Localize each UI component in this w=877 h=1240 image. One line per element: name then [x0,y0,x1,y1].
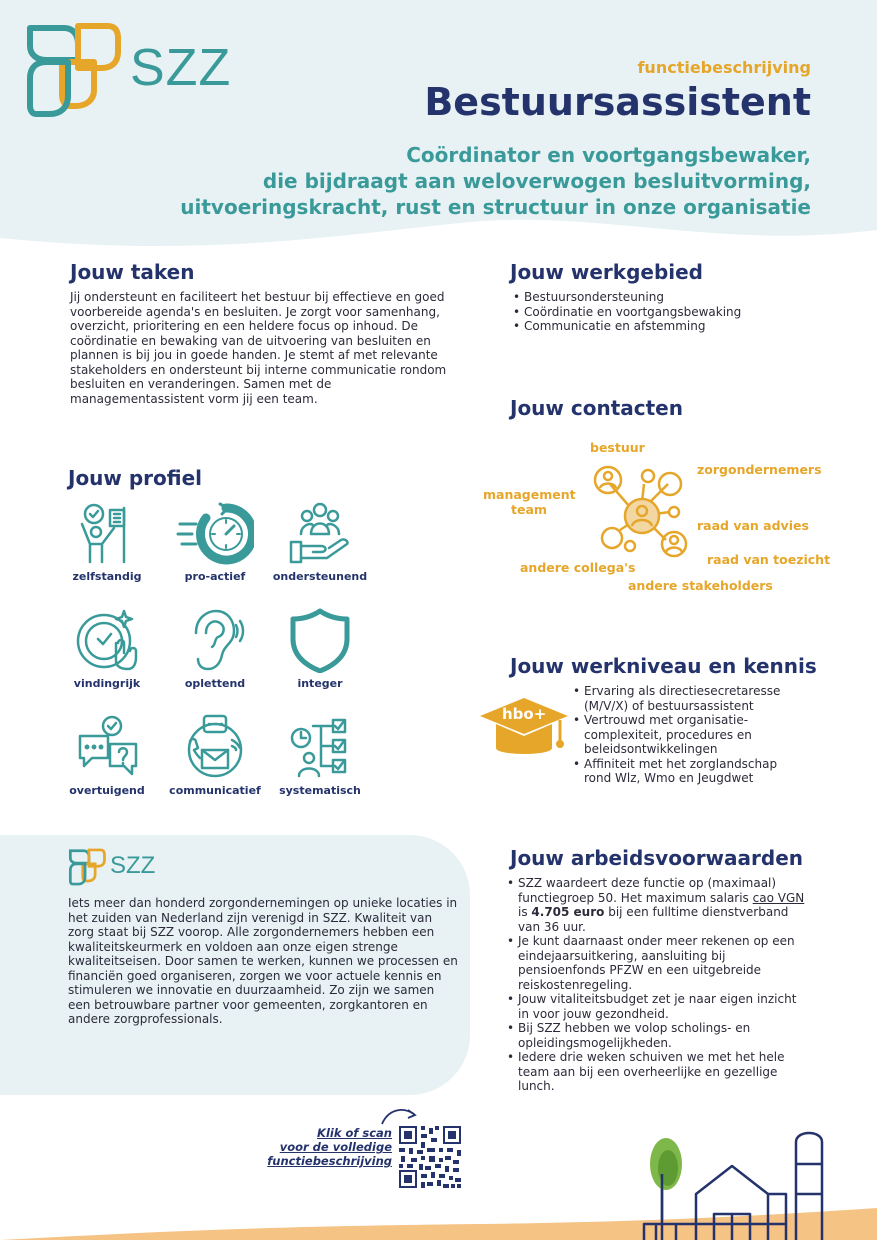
trait-label: systematisch [279,784,361,797]
trait-ondersteunend [265,500,375,583]
szz-small-logo-mark [68,848,106,886]
speed-clock-icon [176,500,254,566]
contact-andere-stakeholders: andere stakeholders [628,578,773,593]
contact-bestuur: bestuur [590,440,645,455]
farm-illustration [636,1124,872,1240]
list-item: • Affiniteit met het zorglandschap rond Wlz, Wmo en Jeugdwet [570,757,800,786]
list-item: • Vertrouwd met organisatie-complexiteit, procedures en beleidsontwikkelingen [570,713,800,757]
trait-label: overtuigend [69,784,145,797]
szz-logo [24,22,122,122]
trait-label: pro-actief [184,570,246,583]
chat-question-icon [74,714,140,780]
about-text: Iets meer dan honderd zorgondernemingen op unieke locaties in het zuiden van Nederland zijn verenigd in SZZ. Kwaliteit van zorg staat bij SZZ voorop. Alle zorgondernemers hebben een kwaliteitskeurmerk en voldoen aan onze eigen strenge kwaliteitseisen. Door samen te werken, kunnen we processen en financiën goed organiseren, zorgen we voor actuele kennis en stimuleren we innovatie en duurzaamheid. Zo zijn we samen een betrouwbare partner voor gemeenten, zorgkantoren en andere zorgprofessionals. [68,896,458,1026]
contact-management-team [483,487,575,517]
tagline-line-2: die bijdraagt aan weloverwogen besluitvorming, [262,169,811,193]
shield-icon [287,607,353,673]
szz-logo-text: SZZ [130,39,232,97]
list-item: • Bij SZZ hebben we volop scholings- en opleidingsmogelijkheden. [504,1021,810,1050]
list-item: • Coördinatie en voortgangsbewaking [510,305,830,320]
werkniveau-heading: Jouw werkniveau en kennis [510,654,817,678]
cao-vgn-link[interactable]: cao VGN [752,890,805,905]
taken-text: Jij ondersteunt en faciliteert het bestuur bij effectieve en goed voorbereide agenda's en besluiten. Je zorgt voor samenhang, overzicht, prioritering en een heldere focus op inhoud. De coördinatie en bewaking van de uitvoering van besluiten en plannen is bij jou in goede handen. Je stemt af met relevante stakeholders en ondersteunt bij interne communicatie rondom besluiten en veranderingen. Samen met de managementassistent vorm jij een team. [70,290,447,406]
about-logo-text: SZZ [110,852,156,879]
contact-raad-van-toezicht: raad van toezicht [707,552,831,567]
trait-zelfstandig [52,500,162,583]
tagline-line-1: Coördinator en voortgangsbewaker, [406,143,811,167]
target-hand-icon [74,607,140,673]
list-item: • Ervaring als directiesecretaresse (M/V/X) of bestuursassistent [570,684,800,713]
qr-code[interactable] [397,1124,463,1190]
list-item: • SZZ waardeert deze functie op (maximaal) functiegroep 50. Het maximum salaris cao VGN is 4.705 euro bij een fulltime dienstverband van 36 uur. [504,876,810,934]
page-title: Bestuursassistent [424,80,811,124]
communication-icon [182,714,248,780]
trait-pro-actief [160,500,270,583]
trait-systematisch [265,714,375,797]
taken-heading: Jouw taken [70,260,195,284]
qr-link-text[interactable]: Klik of scan voor de volledige functiebeschrijving [267,1126,392,1168]
list-item: • Jouw vitaliteitsbudget zet je naar eigen inzicht in voor jouw gezondheid. [504,992,810,1021]
tagline [171,142,811,220]
werkgebied-heading: Jouw werkgebied [510,260,703,284]
trait-integer [265,607,375,690]
szz-logo-mark [24,22,122,118]
contact-raad-van-advies: raad van advies [697,518,809,533]
hbo-badge: hbo+ [502,705,547,723]
werkniveau-list [570,684,800,786]
trait-overtuigend [52,714,162,797]
tagline-line-3: uitvoeringskracht, rust en structuur in onze organisatie [180,195,811,219]
contact-zorgondernemers: zorgondernemers [697,462,822,477]
trait-communicatief [160,714,270,797]
trait-label: communicatief [169,784,261,797]
checklist-clock-icon [287,714,353,780]
trait-label: oplettend [184,677,246,690]
trait-oplettend [160,607,270,690]
trait-label: integer [297,677,343,690]
hand-group-icon [287,500,353,566]
ear-icon [182,607,248,673]
contacten-heading: Jouw contacten [510,396,683,420]
voorwaarden-list [504,876,810,1094]
trait-label: ondersteunend [272,570,368,583]
contact-andere-collegas: andere collega's [520,560,636,575]
contact-management-line-1: management [483,487,576,502]
werkgebied-list [510,290,830,334]
salary-amount: 4.705 euro [531,905,605,919]
list-item: • Communicatie en afstemming [510,319,830,334]
trait-label: vindingrijk [73,677,141,690]
trait-vindingrijk [52,607,162,690]
list-item: • Je kunt daarnaast onder meer rekenen op een eindejaarsuitkering, aansluiting bij pensioenfonds PFZW en een uitgebreide reiskostenregeling. [504,934,810,992]
trait-label: zelfstandig [72,570,142,583]
list-item: • Iedere drie weken schuiven we met het hele team aan bij een overheerlijke en gezellige lunch. [504,1050,810,1094]
network-people-icon [588,462,690,562]
document-type: functiebeschrijving [637,58,811,77]
voorwaarden-heading: Jouw arbeidsvoorwaarden [510,846,804,870]
list-item: • Bestuursondersteuning [510,290,830,305]
contact-management-line-2: team [511,502,547,517]
profiel-heading: Jouw profiel [68,466,203,490]
person-flag-icon [74,500,140,566]
